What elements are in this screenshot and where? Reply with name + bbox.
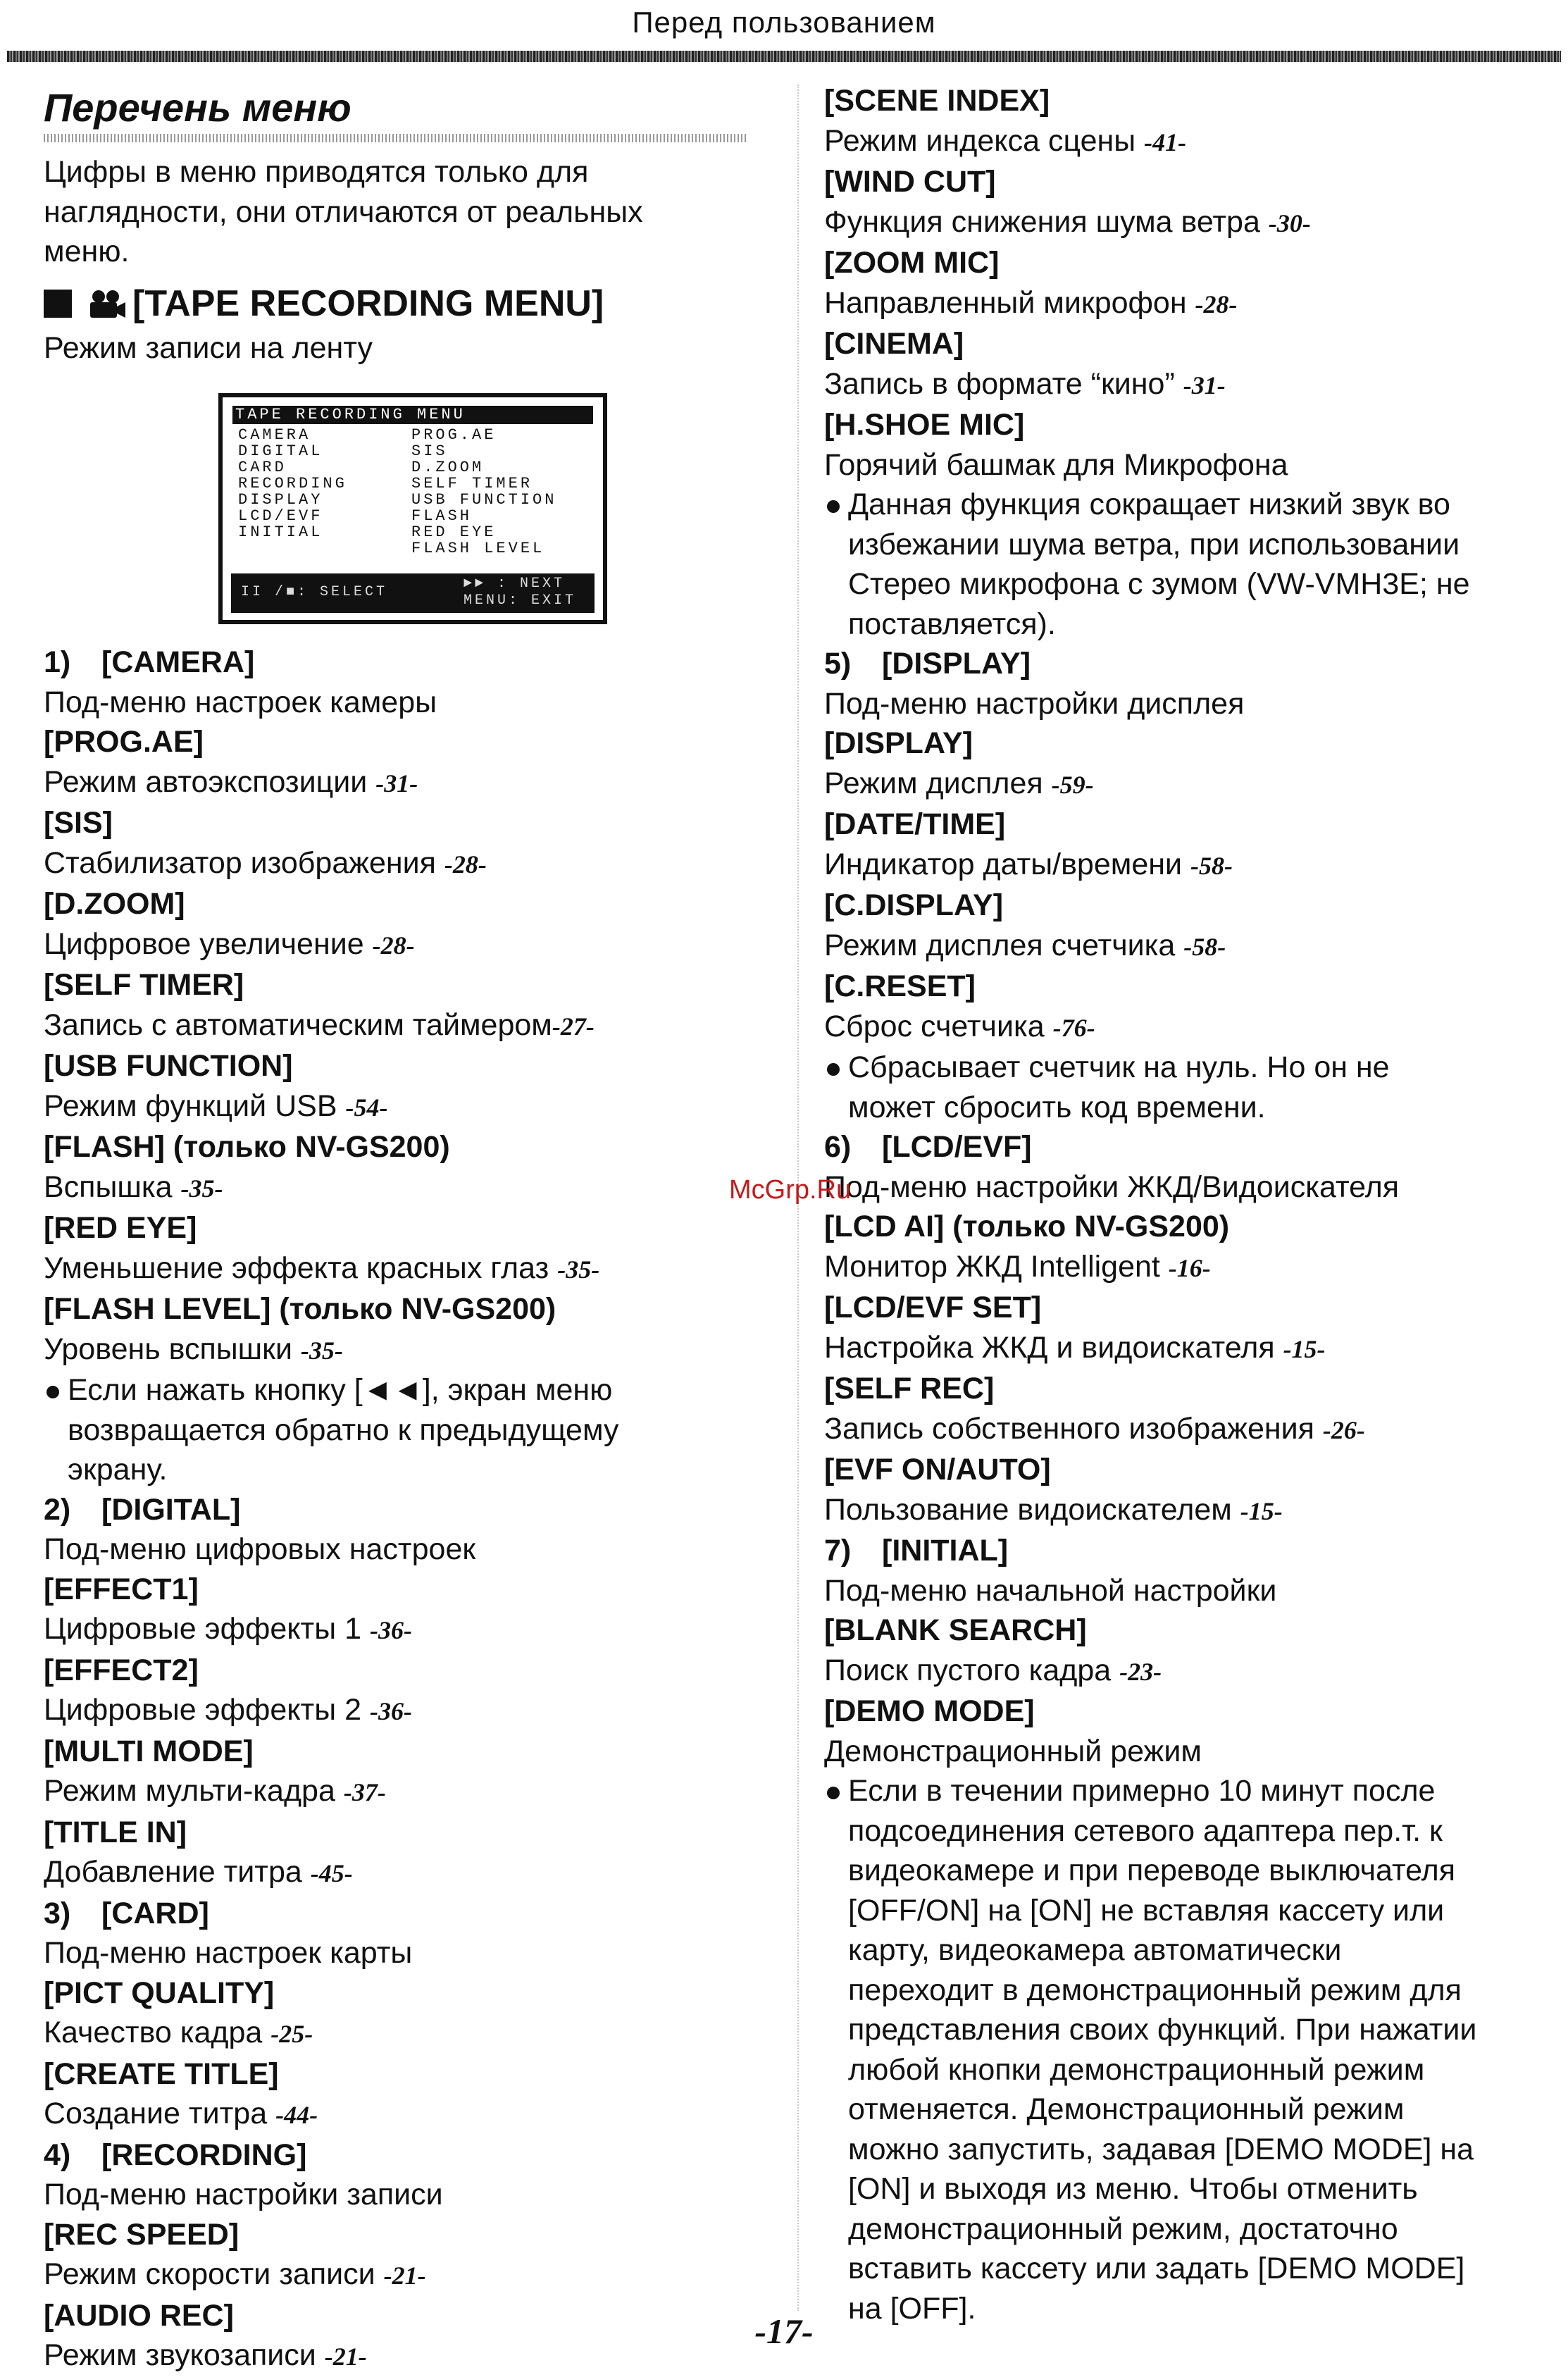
watermark: McGrp.Ru	[729, 1175, 852, 1205]
bullet-line: Сбрасывает счетчик на нуль. Но он не	[848, 1050, 1390, 1084]
intro-line: меню.	[44, 235, 130, 268]
menu-item-name: [DEMO MODE]	[824, 1694, 1035, 1728]
bullet-line: отменяется. Демонстрационный режим	[848, 2092, 1405, 2126]
screen-footer-select: II /■: SELECT	[241, 584, 388, 600]
menu-item-description	[44, 1167, 748, 1209]
submenu-title: [DISPLAY]	[882, 647, 1031, 681]
menu-item-name: [SIS]	[44, 806, 113, 840]
page-reference: -28-	[444, 850, 487, 879]
screen-menu-item: DISPLAY	[238, 491, 323, 509]
menu-item-name: [BLANK SEARCH]	[824, 1613, 1087, 1647]
menu-item-description	[44, 924, 748, 966]
description-text: Режим дисплея счетчика	[824, 928, 1184, 962]
submenu-title: [LCD/EVF]	[882, 1130, 1032, 1164]
screen-menu-item: FLASH	[411, 507, 473, 525]
menu-item-description	[44, 1005, 748, 1047]
page-reference: -21-	[383, 2261, 426, 2290]
menu-item-name: [EVF ON/AUTO]	[824, 1453, 1051, 1487]
page-reference: -21-	[324, 2342, 367, 2371]
menu-item-description	[44, 1771, 748, 1813]
description-text: Запись с автоматическим таймером	[44, 1007, 552, 1042]
description-text: Монитор ЖКД Intelligent	[824, 1249, 1169, 1284]
intro-line: Цифры в меню приводятся только для	[44, 155, 589, 189]
submenu-number: 5)	[824, 647, 852, 681]
description-text: Режим скорости записи	[44, 2257, 384, 2291]
submenu-title: [CAMERA]	[101, 645, 255, 679]
menu-subheading: Режим записи на ленту	[44, 330, 373, 365]
description-text: Демонстрационный режим	[824, 1734, 1202, 1768]
submenu-title: [DIGITAL]	[101, 1492, 241, 1527]
description-text: Запись собственного изображения	[824, 1411, 1323, 1446]
description-text: Уменьшение эффекта красных глаз	[44, 1250, 558, 1285]
submenu-heading	[44, 643, 748, 683]
page-reference: -16-	[1168, 1253, 1211, 1282]
description-text: Настройка ЖКД и видоискателя	[824, 1330, 1283, 1365]
menu-heading-text: [TAPE RECORDING MENU]	[132, 283, 604, 324]
screen-menu-item: CAMERA	[238, 426, 311, 444]
menu-item-name: [FLASH] (только NV-GS200)	[44, 1130, 450, 1164]
description-text: Добавление титра	[44, 1855, 311, 1889]
menu-item-description	[44, 2175, 748, 2215]
menu-item-description	[44, 1933, 748, 1973]
menu-item-description	[44, 1609, 748, 1651]
description-text: Качество кадра	[44, 2016, 271, 2049]
description-text: Под-меню настройки записи	[44, 2178, 443, 2211]
bullet-note	[824, 1048, 1557, 1127]
running-header: Перед пользованием	[632, 6, 936, 39]
menu-item-description	[824, 283, 1557, 325]
screen-menu-item: INITIAL	[238, 523, 323, 541]
menu-item-description	[824, 845, 1557, 886]
description-text: Уровень вспышки	[44, 1332, 301, 1366]
page-reference: -58-	[1183, 932, 1226, 961]
page-reference: -15-	[1283, 1334, 1326, 1363]
description-text: Режим дисплея	[824, 766, 1052, 800]
screen-title: TAPE RECORDING MENU	[232, 406, 593, 424]
header-rule	[7, 51, 1561, 62]
screen-menu-item: FLASH LEVEL	[411, 540, 545, 557]
menu-item-name: [EFFECT1]	[44, 1572, 199, 1606]
menu-item-description	[44, 1529, 748, 1570]
bullet-line: подсоединения сетевого адаптера пер.т. к	[848, 1813, 1443, 1848]
page-reference: -36-	[369, 1616, 412, 1644]
menu-item-description	[44, 1248, 748, 1290]
description-text: Запись в формате “кино”	[824, 366, 1183, 401]
bullet-line: любой кнопки демонстрационный режим	[848, 2052, 1425, 2087]
bullet-line: можно запустить, задавая [DEMO MODE] на	[848, 2132, 1474, 2166]
section-title: Перечень меню	[44, 85, 351, 130]
menu-item-description	[824, 1247, 1557, 1289]
left-menu-list	[44, 643, 748, 2377]
bullet-line: представления своих функций. При нажатии	[848, 2013, 1477, 2047]
page-reference: -28-	[1195, 290, 1238, 318]
right-menu-list	[824, 81, 1557, 2328]
description-text: Стабилизатор изображения	[44, 845, 444, 880]
menu-item-description	[824, 1007, 1557, 1048]
page-reference: -41-	[1144, 128, 1187, 156]
submenu-title: [CARD]	[101, 1896, 209, 1930]
page-reference: -54-	[345, 1093, 388, 1122]
bullet-line: переходит в демонстрационный режим для	[848, 1973, 1462, 2007]
description-text: Цифровые эффекты 1	[44, 1612, 370, 1646]
screen-menu-item: PROG.AE	[411, 426, 497, 444]
bullet-line: видеокамере и при переводе выключателя	[848, 1854, 1456, 1887]
menu-screen-illustration	[218, 393, 607, 624]
bullet-line: на [OFF].	[848, 2291, 976, 2326]
description-text: Направленный микрофон	[824, 285, 1195, 320]
screen-menu-item: RECORDING	[238, 475, 347, 492]
description-text: Поиск пустого кадра	[824, 1653, 1120, 1687]
menu-item-description	[44, 2013, 748, 2054]
description-text: Индикатор даты/времени	[824, 847, 1190, 881]
page-reference: -37-	[343, 1778, 386, 1806]
description-text: Под-меню настроек камеры	[44, 685, 437, 719]
menu-item-description	[824, 1167, 1557, 1208]
description-text: Под-меню настроек карты	[44, 1936, 413, 1970]
menu-item-description	[44, 762, 748, 804]
screen-menu-item: D.ZOOM	[411, 459, 485, 476]
menu-item-name: [DISPLAY]	[824, 726, 973, 760]
menu-item-name: [C.RESET]	[824, 969, 976, 1003]
menu-item-name: [SELF REC]	[824, 1372, 995, 1405]
menu-item-name: [WIND CUT]	[824, 165, 996, 199]
menu-item-name: [SELF TIMER]	[44, 968, 244, 1002]
menu-heading	[44, 279, 748, 328]
menu-item-name: [ZOOM MIC]	[824, 246, 1000, 280]
screen-menu-item: SELF TIMER	[411, 475, 533, 492]
submenu-number: 6)	[824, 1130, 852, 1164]
menu-item-name: [USB FUNCTION]	[44, 1049, 293, 1083]
description-text: Режим индекса сцены	[824, 123, 1145, 158]
menu-item-name: [REC SPEED]	[44, 2217, 239, 2252]
page-number: -17-	[754, 2311, 814, 2351]
page-reference: -35-	[557, 1255, 600, 1284]
intro-line: наглядности, они отличаются от реальных	[44, 194, 643, 229]
menu-item-description	[824, 121, 1557, 163]
menu-item-description	[824, 1328, 1557, 1370]
menu-item-description	[824, 764, 1557, 805]
page-reference: -26-	[1322, 1415, 1365, 1444]
page-reference: -35-	[300, 1336, 343, 1365]
menu-item-description	[44, 1329, 748, 1371]
menu-item-name: [LCD/EVF SET]	[824, 1291, 1042, 1324]
page-reference: -31-	[1183, 371, 1226, 399]
menu-item-name: [H.SHOE MIC]	[824, 408, 1025, 442]
menu-item-name: [SCENE INDEX]	[824, 84, 1050, 118]
bullet-line: поставляется).	[848, 607, 1056, 641]
description-text: Режим мульти-кадра	[44, 1774, 344, 1808]
description-text: Цифровые эффекты 2	[44, 1693, 370, 1727]
page-reference: -23-	[1119, 1657, 1162, 1686]
page-reference: -59-	[1051, 770, 1094, 799]
menu-item-description	[824, 1732, 1557, 1772]
menu-item-name: [FLASH LEVEL] (только NV-GS200)	[44, 1292, 556, 1326]
bullet-line: Если в течении примерно 10 минут после	[848, 1774, 1436, 1808]
menu-item-description	[824, 364, 1557, 406]
menu-item-name: [CREATE TITLE]	[44, 2056, 279, 2091]
description-text: Создание титра	[44, 2097, 276, 2130]
description-text: Сброс счетчика	[824, 1009, 1053, 1043]
menu-item-name: [PICT QUALITY]	[44, 1975, 275, 2010]
menu-item-name: [CINEMA]	[824, 327, 964, 361]
menu-item-description	[44, 843, 748, 885]
page-reference: -44-	[275, 2101, 318, 2129]
bullet-line: возвращается обратно к предыдущему	[68, 1413, 619, 1447]
bullet-line: Данная функция сокращает низкий звук во	[848, 488, 1450, 521]
menu-item-description	[824, 202, 1557, 244]
description-text: Режим автоэкспозиции	[44, 764, 376, 799]
menu-item-description	[824, 926, 1557, 967]
camera-icon	[87, 288, 127, 319]
screen-menu-item: CARD	[238, 459, 287, 476]
submenu-number: 2)	[44, 1492, 71, 1527]
description-text: Под-меню настройки дисплея	[824, 686, 1245, 721]
page-reference: -35-	[180, 1174, 223, 1203]
page-reference: -30-	[1268, 209, 1311, 237]
bullet-line: может сбросить код времени.	[848, 1090, 1266, 1124]
menu-item-name: [C.DISPLAY]	[824, 888, 1004, 922]
menu-item-name: [LCD AI] (только NV-GS200)	[824, 1210, 1230, 1243]
submenu-number: 3)	[44, 1896, 71, 1930]
description-text: Под-меню начальной настройки	[824, 1573, 1277, 1608]
menu-item-name: [AUDIO REC]	[44, 2298, 234, 2333]
black-square-icon	[44, 290, 72, 318]
bullet-line: карту, видеокамера автоматически	[848, 1933, 1342, 1967]
page-reference: -27-	[552, 1012, 595, 1041]
menu-item-description	[44, 1690, 748, 1732]
page-reference: -28-	[372, 931, 415, 960]
menu-item-name: [TITLE IN]	[44, 1815, 187, 1849]
description-text: Пользование видоискателем	[824, 1492, 1240, 1527]
page-reference: -45-	[310, 1859, 353, 1887]
menu-item-name: [RED EYE]	[44, 1211, 197, 1245]
description-text: Вспышка	[44, 1169, 181, 1204]
menu-item-name: [MULTI MODE]	[44, 1734, 254, 1768]
page-reference: -58-	[1190, 851, 1233, 880]
description-text: Под-меню настройки ЖКД/Видоискателя	[824, 1169, 1400, 1204]
bullet-line: демонстрационный режим, достаточно	[848, 2211, 1398, 2246]
screen-menu-item: DIGITAL	[238, 442, 323, 460]
page-reference: -76-	[1052, 1013, 1095, 1042]
page-reference: -15-	[1240, 1496, 1283, 1525]
description-text: Режим звукозаписи	[44, 2338, 325, 2372]
bullet-line: Стерео микрофона с зумом (VW-VMH3E; не	[848, 567, 1470, 601]
screen-menu-item: USB FUNCTION	[411, 491, 557, 509]
page-reference: -31-	[375, 769, 418, 797]
menu-item-description	[44, 1086, 748, 1128]
screen-menu-item: SIS	[411, 442, 448, 460]
menu-item-description	[824, 1571, 1557, 1611]
menu-item-description	[44, 1852, 748, 1894]
right-column	[824, 81, 1557, 2328]
bullet-line: вставить кассету или задать [DEMO MODE]	[848, 2252, 1465, 2285]
menu-item-description	[824, 1490, 1557, 1532]
menu-item-description	[44, 683, 748, 723]
page-reference: -36-	[369, 1697, 412, 1725]
submenu-number: 7)	[824, 1534, 852, 1568]
menu-item-description	[824, 1651, 1557, 1692]
bullet-note	[824, 485, 1557, 644]
menu-item-name: [D.ZOOM]	[44, 887, 185, 921]
submenu-heading	[44, 1894, 748, 1934]
menu-item-description	[824, 684, 1557, 724]
left-column	[44, 77, 748, 2377]
description-text: Функция снижения шума ветра	[824, 204, 1269, 239]
submenu-heading	[44, 1490, 748, 1530]
description-text: Режим функций USB	[44, 1088, 346, 1123]
page-reference: -25-	[270, 2020, 313, 2048]
bullet-line: экрану.	[68, 1453, 168, 1487]
description-text: Цифровое увеличение	[44, 926, 373, 961]
screen-menu-item: RED EYE	[411, 523, 497, 541]
menu-item-description	[824, 445, 1557, 485]
menu-item-description	[44, 2094, 748, 2135]
bullet-note	[44, 1370, 748, 1490]
submenu-title: [RECORDING]	[101, 2137, 307, 2172]
intro-text	[44, 152, 748, 272]
bullet-line: избежании шума ветра, при использовании	[848, 527, 1460, 561]
submenu-heading	[824, 644, 1557, 684]
menu-item-name: [DATE/TIME]	[824, 807, 1006, 841]
menu-item-description	[44, 2254, 748, 2296]
description-text: Горячий башмак для Микрофона	[824, 447, 1288, 482]
bullet-line: [OFF/ON] на [ON] не вставляя кассету или	[848, 1893, 1445, 1928]
submenu-title: [INITIAL]	[882, 1534, 1009, 1568]
bullet-note	[824, 1771, 1557, 2328]
menu-item-description	[824, 1409, 1557, 1451]
description-text: Под-меню цифровых настроек	[44, 1532, 476, 1566]
screen-footer-next: ►► : NEXT	[463, 576, 566, 592]
submenu-heading	[824, 1531, 1557, 1571]
menu-item-name: [EFFECT2]	[44, 1653, 199, 1687]
submenu-number: 4)	[44, 2137, 71, 2172]
submenu-number: 1)	[44, 645, 71, 679]
bullet-line: Если нажать кнопку [◄◄], экран меню	[68, 1373, 613, 1407]
bullet-line: [ON] и выходя из меню. Чтобы отменить	[848, 2172, 1418, 2206]
menu-item-name: [PROG.AE]	[44, 725, 204, 759]
screen-footer	[231, 573, 595, 613]
screen-menu-item: LCD/EVF	[238, 507, 323, 525]
screen-footer-exit: MENU: EXIT	[463, 592, 577, 609]
submenu-heading	[824, 1127, 1557, 1167]
submenu-heading	[44, 2135, 748, 2176]
